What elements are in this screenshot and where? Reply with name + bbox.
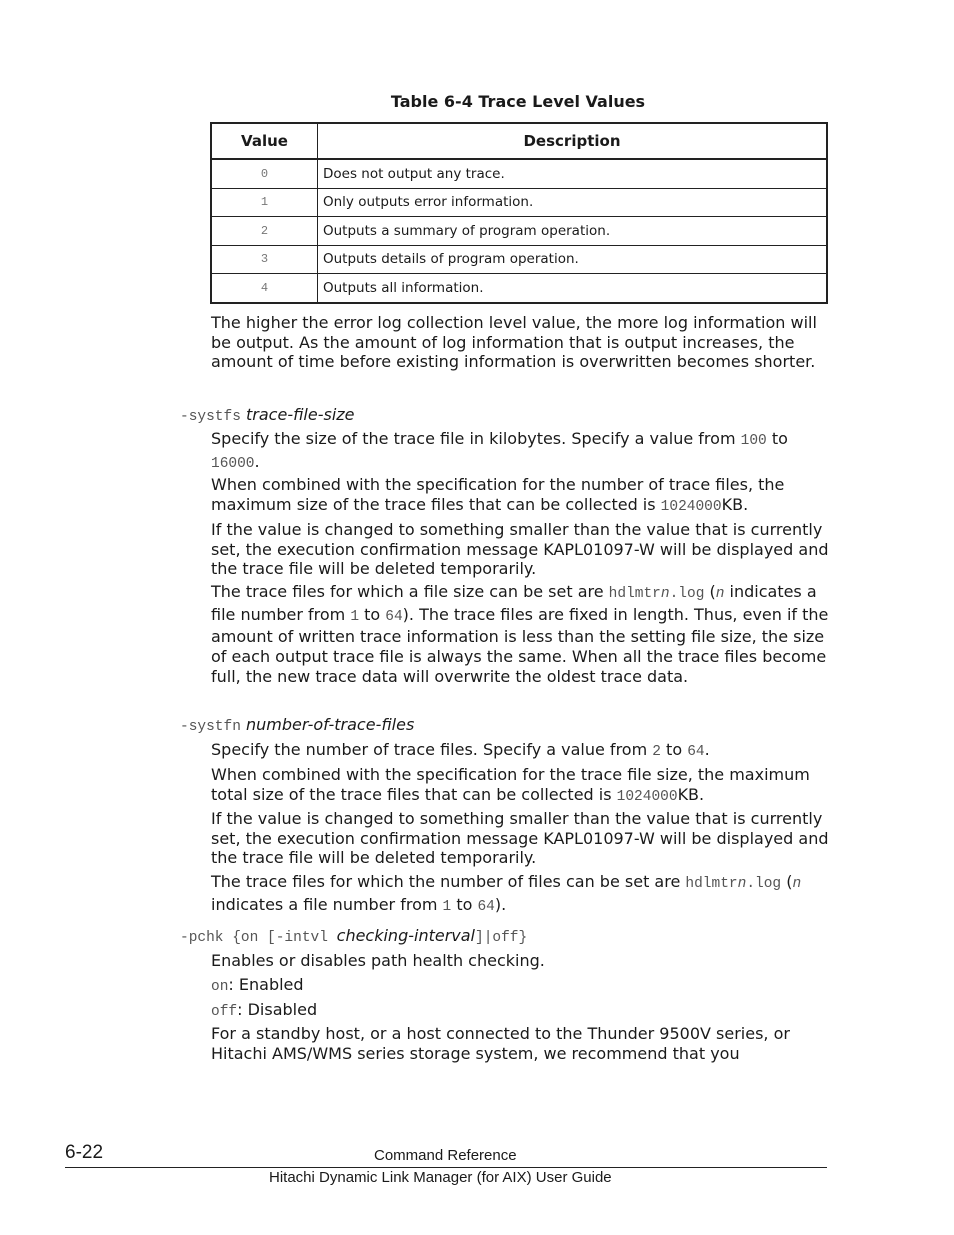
option-param: number-of-trace-files [246,715,415,734]
header-description: Description [318,123,828,159]
pchk-off-item: off: Disabled [211,1000,318,1020]
systfn-paragraph-4: The trace files for which the number of files can be set are hdlmtrn.log (n indicates a file number from 1 to 64). [211,872,802,915]
row-value: 2 [211,217,318,246]
row-value: 4 [211,274,318,303]
option-systfs [180,405,355,427]
systfs-paragraph-2: When combined with the specification for the number of trace files, the maximum size of the trace files that can be collected is 1024000KB. [211,475,785,515]
pchk-paragraph-2: For a standby host, or a host connected to the Thunder 9500V series, or Hitachi AMS/WMS series storage system, we recommend that you [211,1024,790,1063]
table-row [211,159,827,188]
systfn-paragraph-2: When combined with the specification for the trace file size, the maximum total size of the trace files that can be collected is 1024000KB. [211,765,810,805]
systfs-paragraph-4: The trace files for which a file size can be set are hdlmtrn.log (n indicates a file number from 1 to 64). The trace files are fixed in length. Thus, even if the amount of written trace information is less than the setting file size, the size of each output trace file is always the same. When all the trace files become full, the new trace data will overwrite the oldest trace data. [211,582,829,686]
row-value: 0 [211,159,318,188]
systfs-paragraph-1: Specify the size of the trace file in kilobytes. Specify a value from 100 to 16000. [211,429,788,472]
option-systfn [180,715,414,737]
table-row [211,188,827,217]
systfn-paragraph-3: If the value is changed to something smaller than the value that is currently set, the execution confirmation message KAPL01097-W will be displayed and the trace file will be deleted temporarily. [211,809,829,868]
table-header-row [211,123,827,159]
footer-chapter: Command Reference [374,1147,517,1164]
systfn-paragraph-1: Specify the number of trace files. Specify a value from 2 to 64. [211,740,710,760]
option-flag: -systfn [180,719,241,735]
footer-guide-title: Hitachi Dynamic Link Manager (for AIX) User Guide [269,1169,612,1186]
row-description: Outputs details of program operation. [318,245,828,274]
row-value: 3 [211,245,318,274]
option-param: trace-file-size [246,405,355,424]
option-param: checking-interval [336,926,475,945]
trace-level-table [210,122,828,304]
table-row [211,217,827,246]
row-value: 1 [211,188,318,217]
intro-paragraph: The higher the error log collection level value, the more log information will be output. As the amount of log information that is output increases, the amount of time before existing information is overwritten becomes shorter. [211,313,817,372]
footer-divider [65,1167,827,1168]
option-pchk [180,926,527,948]
option-flag: -systfs [180,409,241,425]
option-flag: -pchk {on [-intvl [180,930,337,946]
row-description: Outputs a summary of program operation. [318,217,828,246]
table-row [211,274,827,303]
option-flag-end: ]|off} [475,930,528,946]
table-title: Table 6-4 Trace Level Values [390,92,646,111]
table-row [211,245,827,274]
row-description: Only outputs error information. [318,188,828,217]
systfs-paragraph-3: If the value is changed to something smaller than the value that is currently set, the execution confirmation message KAPL01097-W will be displayed and the trace file will be deleted temporarily. [211,520,829,579]
header-value: Value [211,123,318,159]
pchk-paragraph-1: Enables or disables path health checking. [211,951,545,970]
row-description: Does not output any trace. [318,159,828,188]
row-description: Outputs all information. [318,274,828,303]
pchk-on-item: on: Enabled [211,975,304,995]
page-number: 6-22 [65,1142,104,1163]
